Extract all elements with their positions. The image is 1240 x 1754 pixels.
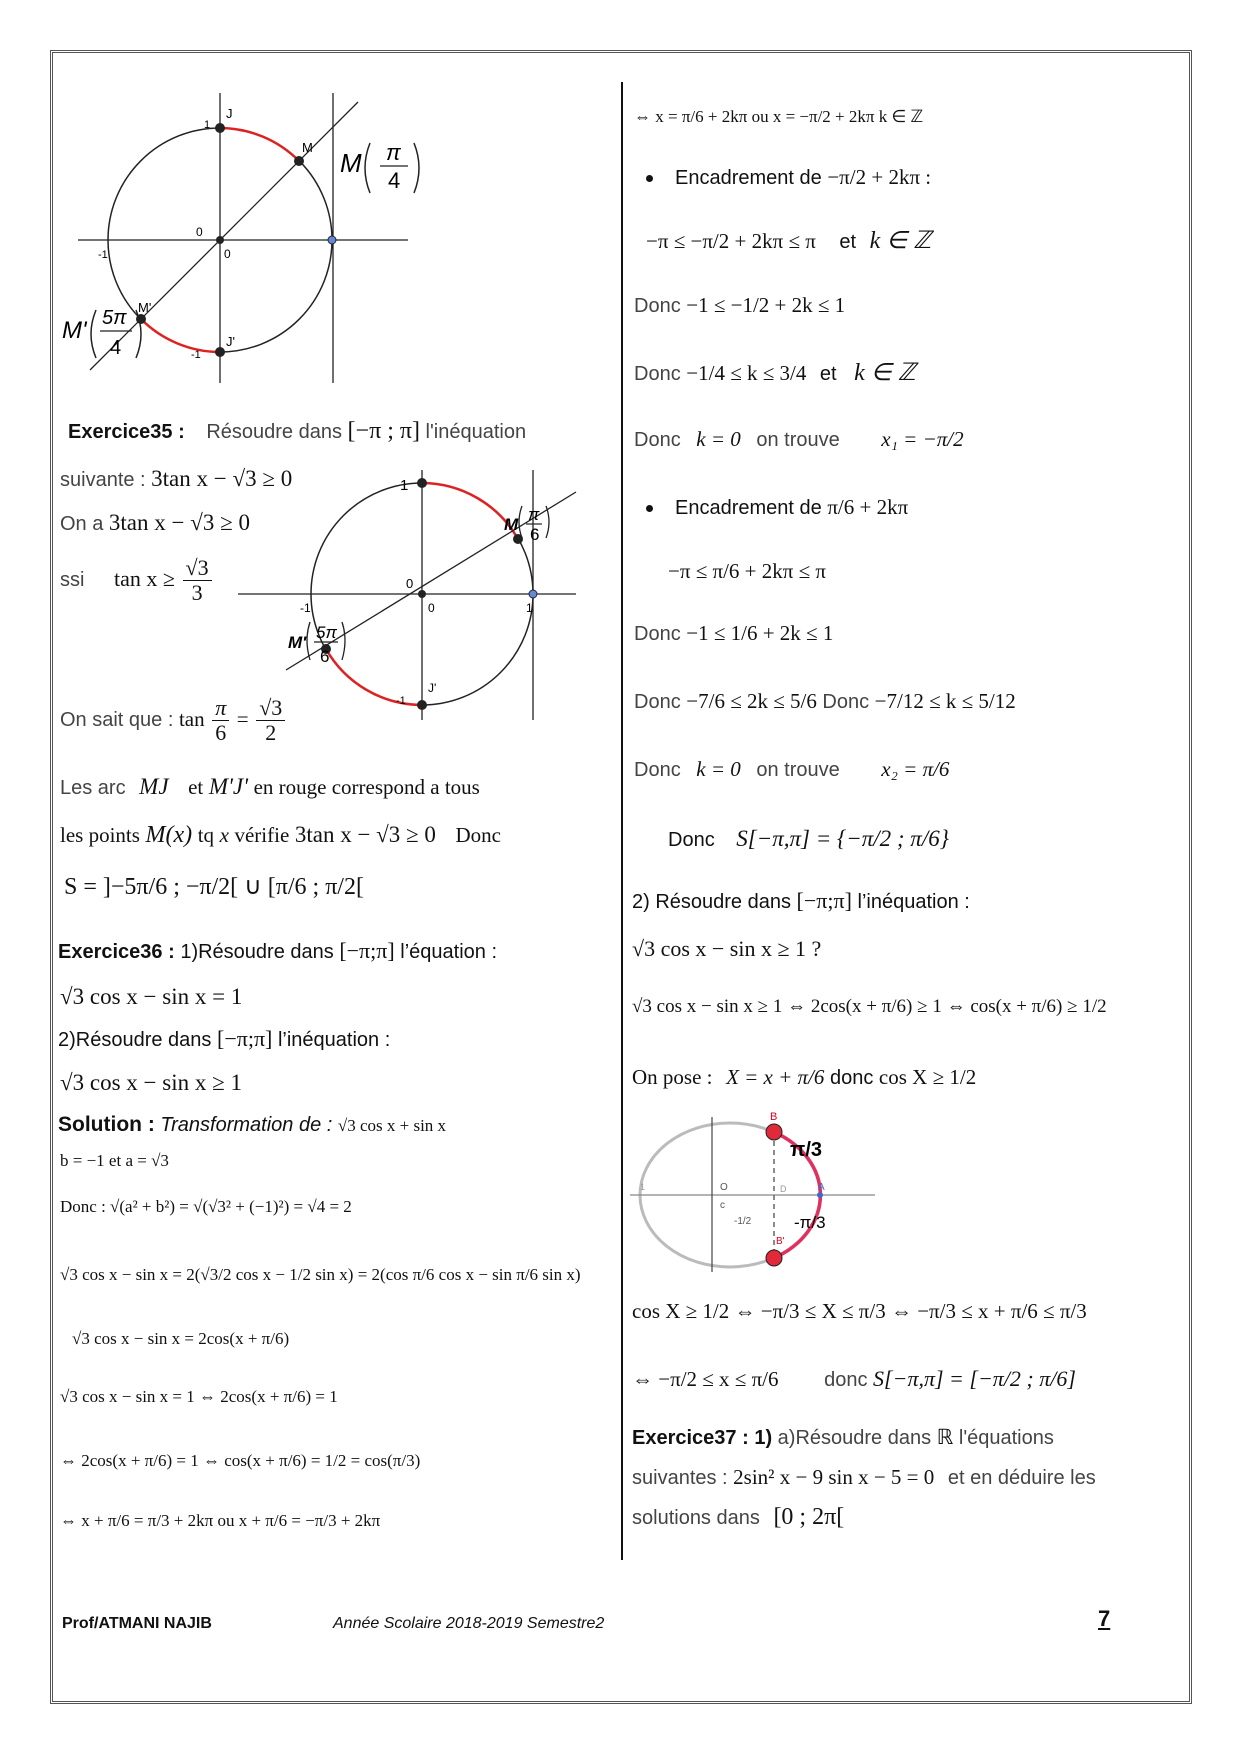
bullet [646,175,653,182]
r-line10 [632,1366,1076,1393]
footer-author: Prof/ATMANI NAJIB [62,1615,212,1632]
r-interval: [−π;π] [796,888,852,913]
r-line7 [634,688,1016,715]
label-o: 0 [224,247,231,261]
ex35-text2: l'inéquation [425,421,527,443]
ex35-solution-set: S = ]−5π/6 ; −π/2[ ∪ [π/6 ; π/2[ [64,874,364,900]
r-solution-set [668,826,949,853]
r-on-pose: On pose : [632,1065,713,1089]
ex36-interval: [−π;π] [339,938,395,963]
footer-year: Année Scolaire 2018-2019 Semestre2 [333,1615,605,1632]
fig2-M-num: π [528,505,540,524]
ex35-on-sait: On sait que : tan $\frac{\pi}{6}$ = $\frac{√3}{2}$ [60,696,287,745]
r-line1: ⇔ x = π/6 + 2kπ ou x = −π/2 + 2kπ k ∈ ℤ [634,107,924,126]
r-enc1-expr: −π/2 + 2kπ : [827,165,932,189]
fig2-Jp: J' [428,681,437,695]
ex35-verifie: vérifie [234,823,290,847]
ex36-q2-line [58,1026,390,1053]
ex35-arc-label: Les arc [60,777,126,799]
ex36-title: Exercice36 : [58,941,175,963]
fig2-minus-one: -1 [300,601,311,615]
ex35-title: Exercice35 : [68,421,185,443]
ex35-points-line [60,822,501,849]
r-enc1-label: Encadrement de [675,167,822,189]
fig3-c: c [720,1200,725,1211]
r-kZ: k ∈ ℤ [854,360,916,386]
r-donc: Donc [634,759,681,781]
ex35-donc: Donc [455,823,501,847]
fig2-M-den: 6 [530,525,540,544]
ex36-ineq-word: l’inéquation : [277,1029,391,1051]
fig3-o: O [720,1182,728,1193]
ex36-title-line [58,938,497,965]
r-S2: S[−π,π] = [−π/2 ; π/6] [873,1366,1076,1391]
label-Mp-den: 4 [110,337,122,359]
ex36-q2: 2)Résoudre dans [58,1029,212,1051]
fig3-minus-pi3: -π/3 [794,1213,826,1232]
r-enc2 [646,494,908,521]
r-donc: Donc [634,691,681,713]
ex36-modulus-line [60,1194,352,1220]
r-inequation: √3 cos x − sin x ≥ 1 ? [632,936,822,961]
r-k0: k = 0 [696,757,741,781]
ex35-title-line [68,418,526,445]
r-line4 [634,360,916,387]
ex35-ssi-label: ssi [60,568,85,591]
r-q2: 2) Résoudre dans [632,891,791,913]
r-pose: X = x + π/6 [726,1065,825,1089]
frac-den: 2 [265,720,277,745]
r-ineq-word: l’inéquation : [857,891,970,913]
unit-circle-figure-2 [236,470,596,720]
label-zero: 0 [196,225,203,239]
r-enc2-label: Encadrement de [675,497,822,519]
label-one: 1 [204,119,211,131]
ex36-q2-interval: [−π;π] [217,1026,273,1051]
ex36-modulus: √(a² + b²) = √(√3² + (−1)²) = √4 = 2 [110,1197,352,1216]
ex35-MJ: MJ [139,774,169,799]
fig3-half: -1/2 [734,1216,752,1227]
ex36-line3: √3 cos x − sin x = 1 ⇔ 2cos(x + π/6) = 1 [60,1387,338,1406]
frac-num: π [212,696,229,721]
ex37-title: Exercice37 : 1) [632,1427,773,1449]
fig2-Mp-den: 6 [320,647,330,666]
r-line5: −π ≤ π/6 + 2kπ ≤ π [668,559,826,583]
fig3-pi3: π/3 [790,1139,822,1161]
ex36-ab: b = −1 et a = √3 [60,1151,169,1170]
ex35-points: les points [60,823,140,847]
unit-circle-figure-1 [58,88,428,388]
fig2-one-r: 1 [526,601,533,615]
label-J: J [226,106,233,121]
ex37-R: ℝ [936,1425,954,1449]
footer-page-number: 7 [1098,1606,1111,1631]
fig2-m1: -1 [396,695,406,707]
label-Mp-num: 5π [102,307,127,329]
fig3-Bp: B' [776,1236,785,1247]
bullet [646,505,653,512]
r-line-k0 [634,426,964,453]
ex37-a: a)Résoudre dans [777,1427,932,1449]
r-line8: √3 cos x − sin x ≥ 1 ⇔ 2cos(x + π/6) ≥ 1 ⇔ cos(x + π/6) ≥ 1/2 [632,996,1107,1017]
ex36-eq-word: l’équation : [400,941,498,963]
r-line4-expr: −1/4 ≤ k ≤ 3/4 [686,361,807,385]
ex35-et: et [188,775,204,799]
ex35-tq: tq [197,823,215,847]
r-donc: Donc [822,691,870,713]
fig3-one: 1 [640,1182,646,1192]
label-Mp-big: M' [62,317,87,344]
ex35-on-a [60,510,250,537]
unit-circle-figure-3 [630,1112,880,1272]
column-separator [621,82,623,1560]
label-M: M [302,140,313,155]
ex35-on-a-expr: 3tan x − √3 ≥ 0 [108,510,250,535]
frac-num: √3 [256,696,285,721]
fig3-A: A [818,1182,825,1193]
label-M-num: π [386,140,401,165]
r-line3-expr: −1 ≤ −1/2 + 2k ≤ 1 [686,293,846,317]
r-k0: k = 0 [696,427,741,451]
label-Mp: M' [138,300,152,315]
ex36-inequation: √3 cos x − sin x ≥ 1 [60,1070,242,1095]
ex36-solution-label: Solution : [58,1113,155,1136]
r-line3 [634,292,845,319]
label-M-big: M [340,148,362,178]
frac-den: 6 [215,720,227,745]
r-q2-line [632,888,970,915]
ex35-on-a-label: On a [60,513,104,535]
r-cosX: cos X ≥ 1/2 [878,1065,977,1089]
r-donc: Donc [634,623,681,645]
r-enc2-expr: π/6 + 2kπ [827,495,909,519]
r-line2-expr: −π ≤ −π/2 + 2kπ ≤ π [646,229,816,253]
fig3-D: D [780,1184,787,1194]
label-minus-one-b: -1 [191,349,201,361]
label-M-den: 4 [388,168,401,193]
ex35-suivante: suivante : [60,469,146,491]
ex37-deduire: et en déduire les [947,1467,1096,1489]
fig2-zero: 0 [406,576,414,591]
ex36-donc: Donc : [60,1197,106,1216]
ex37-eq: 2sin² x − 9 sin x − 5 = 0 [733,1465,935,1489]
r-donc-S: donc [824,1369,868,1391]
ex35-text: Résoudre dans [206,421,342,443]
frac-num: √3 [183,556,212,581]
ex35-tan: tan [178,706,205,731]
ex36-q1: 1)Résoudre dans [180,941,334,963]
ex36-line1: √3 cos x − sin x = 2(√3/2 cos x − 1/2 sin x) = 2(cos π/6 cos x − sin π/6 sin x) [60,1265,581,1284]
r-line10-expr: ⇔ −π/2 ≤ x ≤ π/6 [632,1367,779,1391]
ex35-arc-line [60,774,480,801]
fig2-one: 1 [400,477,409,494]
ex37-text: l'équations [958,1427,1054,1449]
fig3-B: B [770,1112,778,1123]
r-line6 [634,620,833,647]
fig2-M: M [504,515,519,534]
ex35-ineq2: 3tan x − √3 ≥ 0 [294,822,436,847]
r-x1: x₁ = −π/2 [881,427,964,451]
ex35-inequation: 3tan x − √3 ≥ 0 [151,466,293,491]
ex37-solutions-line [632,1504,844,1531]
r-trouve: on trouve [756,759,840,781]
ex37-solutions: solutions dans [632,1507,760,1529]
ex36-equation: √3 cos x − sin x = 1 [60,984,243,1009]
ex36-transf-expr: √3 cos x + sin x [337,1116,447,1135]
r-line-k0-b [634,756,949,783]
r-et: et [819,363,837,385]
r-line6-expr: −1 ≤ 1/6 + 2k ≤ 1 [686,621,834,645]
ex36-line2: √3 cos x − sin x = 2cos(x + π/6) [72,1329,290,1348]
fig2-o: 0 [428,601,435,615]
r-donc: Donc [634,429,681,451]
r-line7b: −7/12 ≤ k ≤ 5/12 [874,689,1016,713]
frac-den: 3 [191,580,203,605]
ex35-on-sait-label: On sait que : [60,708,174,731]
r-et: et [839,231,857,253]
label-Jp: J' [226,334,235,349]
ex37-interval: [0 ; 2π[ [773,1504,845,1530]
ex37-title-line [632,1424,1054,1451]
r-x2: x₂ = π/6 [881,757,950,781]
ex35-tanx: tan x ≥ [114,565,175,591]
r-donc: Donc [634,295,681,317]
r-S: S[−π,π] = {−π/2 ; π/6} [736,826,949,851]
ex37-suivantes: suivantes : [632,1467,728,1489]
ex36-line5: ⇔ x + π/6 = π/3 + 2kπ ou x + π/6 = −π/3 + 2kπ [60,1511,381,1530]
label-minus-one: -1 [98,249,108,261]
r-kZ: k ∈ ℤ [869,228,932,254]
r-donc: Donc [668,829,715,851]
r-line7a: −7/6 ≤ 2k ≤ 5/6 [686,689,817,713]
r-line9: cos X ≥ 1/2 ⇔ −π/3 ≤ X ≤ π/3 ⇔ −π/3 ≤ x + π/6 ≤ π/3 [632,1299,1087,1323]
ex35-MpJp: M'J' [208,774,249,799]
r-enc1 [646,164,931,191]
ex35-Mx: M(x) [145,822,193,848]
r-donc-cos: donc [829,1067,874,1089]
r-line2 [646,228,931,255]
ex36-solution-line [58,1112,446,1139]
r-pose-line [632,1064,976,1091]
ex35-interval: [−π ; π] [347,418,420,444]
r-donc: Donc [634,363,681,385]
ex35-ssi [60,556,214,605]
ex36-transf: Transformation de : [160,1114,333,1136]
ex35-rouge: en rouge correspond a tous [253,775,480,799]
fig2-Mp-num: 5π [316,623,337,642]
fig2-Mp: M' [288,633,307,652]
r-trouve: on trouve [756,429,840,451]
ex35-x: x [219,823,229,847]
ex37-eq-line [632,1464,1096,1491]
ex36-line4: ⇔ 2cos(x + π/6) = 1 ⇔ cos(x + π/6) = 1/2 = cos(π/3) [60,1451,421,1470]
